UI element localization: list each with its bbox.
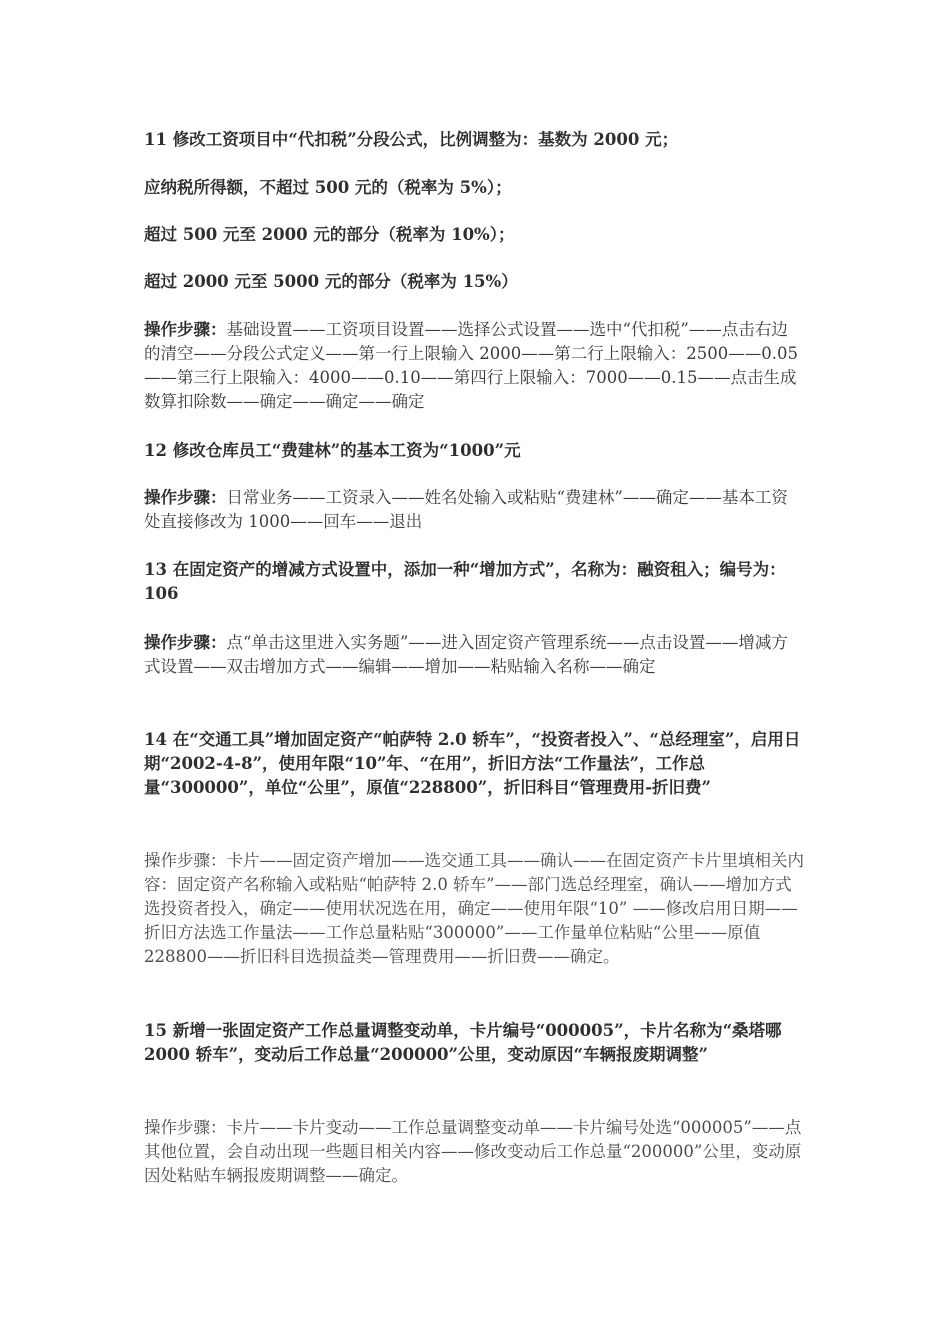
steps-label: 操作步骤： — [144, 320, 227, 339]
task-11-line-3: 超过 500 元至 2000 元的部分（税率为 10%）； — [144, 225, 515, 244]
steps-label: 操作步骤： — [144, 633, 227, 652]
task-11-title: 11 修改工资项目中“代扣税”分段公式，比例调整为：基数为 2000 元； — [144, 130, 679, 149]
task-11-line-4: 超过 2000 元至 5000 元的部分（税率为 15%） — [144, 272, 518, 291]
task-14-steps: 操作步骤：卡片——固定资产增加——选交通工具——确认——在固定资产卡片里填相关内容：固定资产名称输入或粘贴“帕萨特 2.0 轿车”——部门选总经理室，确认——增加方式选投资者投入，确定——使用状况选在用，确定——使用年限“10” ——修改启用日期——折旧方法选工作量法——工作总量粘贴“300000”——工作量单位粘贴“公里——原值 228800——折旧科目选损益类—管理费用——折旧费——确定。 — [144, 851, 804, 966]
steps-text: 日常业务——工资录入——姓名处输入或粘贴“费建林”——确定——基本工资处直接修改为 1000——回车——退出 — [144, 488, 788, 531]
steps-label: 操作步骤： — [144, 488, 227, 507]
task-13-title: 13 在固定资产的增减方式设置中，添加一种“增加方式”，名称为：融资租入；编号为：106 — [144, 560, 786, 603]
steps-text: 点“单击这里进入实务题”——进入固定资产管理系统——点击设置——增减方式设置——双击增加方式——编辑——增加——粘贴输入名称——确定 — [144, 633, 788, 676]
task-12-title: 12 修改仓库员工“费建林”的基本工资为“1000”元 — [144, 441, 521, 460]
task-12-steps — [144, 486, 804, 534]
task-13-steps — [144, 631, 804, 679]
task-14-title: 14 在“交通工具”增加固定资产“帕萨特 2.0 轿车”，“投资者投入”、“总经理室”，启用日期“2002-4-8”，使用年限“10”年、“在用”，折旧方法“工作量法”，工作总量“300000”，单位“公里”，原值“228800”，折旧科目“管理费用-折旧费” — [144, 730, 801, 797]
task-15-steps: 操作步骤：卡片——卡片变动——工作总量调整变动单——卡片编号处选“000005”——点其他位置，会自动出现一些题目相关内容——修改变动后工作总量“200000”公里，变动原因处粘贴车辆报废期调整——确定。 — [144, 1118, 802, 1185]
steps-text: 基础设置——工资项目设置——选择公式设置——选中“代扣税”——点击右边的清空——分段公式定义——第一行上限输入 2000——第二行上限输入：2500——0.05——第三行上限输入：4000——0.10——第四行上限输入：7000——0.15——点击生成数算扣除数——确定——确定——确定 — [144, 320, 798, 411]
task-15-title: 15 新增一张固定资产工作总量调整变动单，卡片编号“000005”，卡片名称为“桑塔哪 2000 轿车”，变动后工作总量“200000”公里，变动原因“车辆报废期调整” — [144, 1021, 782, 1064]
task-11-steps — [144, 318, 804, 414]
task-11-line-2: 应纳税所得额，不超过 500 元的（税率为 5%）； — [144, 178, 512, 197]
